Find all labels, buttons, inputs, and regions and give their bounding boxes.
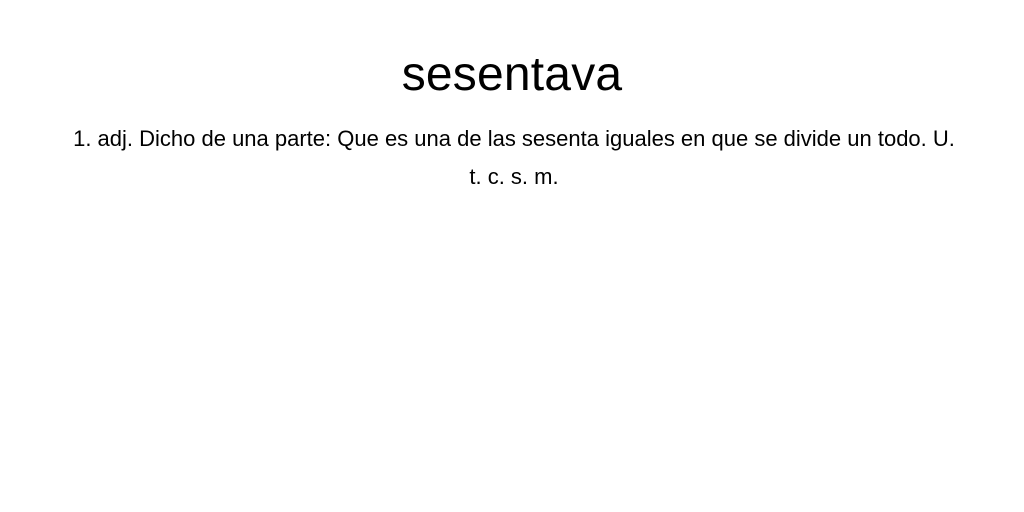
entry-definition-1: 1. adj. Dicho de una parte: Que es una de las sesenta iguales en que se divide un todo. U. t. c. s. m. xyxy=(73,126,955,189)
entry-headword: sesentava xyxy=(401,48,623,101)
